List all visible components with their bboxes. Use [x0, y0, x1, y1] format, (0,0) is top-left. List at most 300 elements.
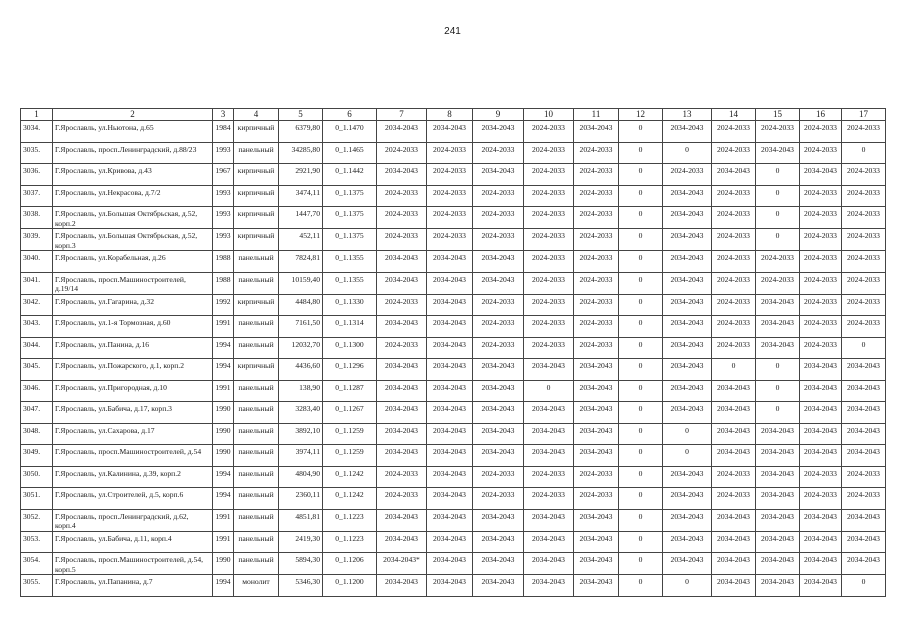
- period-col-8-cell: 2034-2043: [427, 488, 473, 510]
- period-col-14-cell: 2034-2043: [712, 575, 756, 597]
- row-number-cell: 3052.: [21, 509, 53, 531]
- year-built-cell: 1993: [213, 207, 234, 229]
- period-col-11-cell: 2034-2043: [574, 575, 619, 597]
- period-col-9-cell: 2024-2033: [473, 488, 524, 510]
- period-col-9-cell: 2024-2033: [473, 185, 524, 207]
- wall-material-cell: монолит: [234, 575, 279, 597]
- period-col-7-cell: 2024-2033: [377, 229, 427, 251]
- area-cell: 3474,11: [279, 185, 323, 207]
- period-col-14-cell: 0: [712, 359, 756, 381]
- period-col-8-cell: 2034-2043: [427, 531, 473, 553]
- table-row: [21, 445, 886, 467]
- area-cell: 1447,70: [279, 207, 323, 229]
- year-built-cell: 1993: [213, 185, 234, 207]
- period-col-13-cell: 2034-2043: [663, 121, 712, 143]
- year-built-cell: 1994: [213, 337, 234, 359]
- period-col-11-cell: 2024-2033: [574, 142, 619, 164]
- period-col-15-cell: 2034-2043: [756, 423, 800, 445]
- value-col-12-cell: 0: [619, 121, 663, 143]
- period-col-16-cell: 2024-2033: [800, 185, 842, 207]
- period-col-10-cell: 2024-2033: [524, 185, 574, 207]
- wall-material-cell: панельный: [234, 402, 279, 424]
- period-col-15-cell: 2034-2043: [756, 142, 800, 164]
- table-row: [21, 553, 886, 575]
- wall-material-cell: панельный: [234, 272, 279, 294]
- period-col-11-cell: 2024-2033: [574, 251, 619, 273]
- period-col-10-cell: 2024-2033: [524, 164, 574, 186]
- value-col-12-cell: 0: [619, 164, 663, 186]
- row-number-cell: 3050.: [21, 466, 53, 488]
- period-col-10-cell: 2024-2033: [524, 466, 574, 488]
- year-built-cell: 1992: [213, 294, 234, 316]
- period-col-16-cell: 2024-2033: [800, 316, 842, 338]
- period-col-7-cell: 2034-2043: [377, 509, 427, 531]
- period-col-7-cell: 2034-2043: [377, 531, 427, 553]
- period-col-8-cell: 2034-2043: [427, 575, 473, 597]
- period-col-8-cell: 2034-2043: [427, 294, 473, 316]
- table-row: [21, 121, 886, 143]
- period-col-17-cell: 2024-2033: [842, 488, 886, 510]
- period-col-13-cell: 2034-2043: [663, 531, 712, 553]
- period-col-16-cell: 2024-2033: [800, 207, 842, 229]
- table-row: [21, 229, 886, 251]
- period-col-15-cell: 2034-2043: [756, 294, 800, 316]
- wall-material-cell: панельный: [234, 251, 279, 273]
- period-col-17-cell: 2024-2033: [842, 294, 886, 316]
- period-col-17-cell: 2034-2043: [842, 445, 886, 467]
- building-code-cell: 0_1.1330: [323, 294, 377, 316]
- column-header: 3: [213, 109, 234, 121]
- period-col-10-cell: 2034-2043: [524, 553, 574, 575]
- period-col-8-cell: 2024-2033: [427, 164, 473, 186]
- period-col-15-cell: 2034-2043: [756, 316, 800, 338]
- address-cell: Г.Ярославль, ул.Калинина, д.39, корп.2: [53, 466, 213, 488]
- period-col-10-cell: 2034-2043: [524, 575, 574, 597]
- period-col-14-cell: 2034-2043: [712, 423, 756, 445]
- area-cell: 4804,90: [279, 466, 323, 488]
- period-col-16-cell: 2034-2043: [800, 575, 842, 597]
- period-col-16-cell: 2034-2043: [800, 380, 842, 402]
- building-code-cell: 0_1.1355: [323, 251, 377, 273]
- address-cell: Г.Ярославль, ул.Бабича, д.11, корп.4: [53, 531, 213, 553]
- address-cell: Г.Ярославль, ул.Кривова, д.43: [53, 164, 213, 186]
- building-code-cell: 0_1.1259: [323, 445, 377, 467]
- column-header: 9: [473, 109, 524, 121]
- period-col-14-cell: 2034-2043: [712, 531, 756, 553]
- period-col-17-cell: 2024-2033: [842, 229, 886, 251]
- period-col-13-cell: 0: [663, 575, 712, 597]
- period-col-17-cell: 2034-2043: [842, 380, 886, 402]
- period-col-13-cell: 0: [663, 423, 712, 445]
- table-row: [21, 164, 886, 186]
- address-cell: Г.Ярославль, ул.Некрасова, д.7/2: [53, 185, 213, 207]
- building-code-cell: 0_1.1200: [323, 575, 377, 597]
- period-col-9-cell: 2024-2033: [473, 466, 524, 488]
- period-col-13-cell: 0: [663, 445, 712, 467]
- period-col-14-cell: 2024-2033: [712, 316, 756, 338]
- period-col-8-cell: 2024-2033: [427, 229, 473, 251]
- column-header: 10: [524, 109, 574, 121]
- row-number-cell: 3045.: [21, 359, 53, 381]
- value-col-12-cell: 0: [619, 294, 663, 316]
- building-code-cell: 0_1.1206: [323, 553, 377, 575]
- wall-material-cell: кирпичный: [234, 294, 279, 316]
- column-header: 14: [712, 109, 756, 121]
- period-col-15-cell: 2034-2043: [756, 509, 800, 531]
- row-number-cell: 3040.: [21, 251, 53, 273]
- area-cell: 12032,70: [279, 337, 323, 359]
- area-cell: 3892,10: [279, 423, 323, 445]
- building-code-cell: 0_1.1223: [323, 531, 377, 553]
- area-cell: 7161,50: [279, 316, 323, 338]
- year-built-cell: 1967: [213, 164, 234, 186]
- address-cell: Г.Ярославль, ул.Папанина, д.7: [53, 575, 213, 597]
- address-cell: Г.Ярославль, ул.Корабельная, д.26: [53, 251, 213, 273]
- period-col-9-cell: 2024-2033: [473, 337, 524, 359]
- period-col-16-cell: 2034-2043: [800, 164, 842, 186]
- area-cell: 6379,80: [279, 121, 323, 143]
- period-col-13-cell: 2034-2043: [663, 185, 712, 207]
- table-row: [21, 509, 886, 531]
- address-cell: Г.Ярославль, просп.Машиностроителей, д.54: [53, 445, 213, 467]
- period-col-14-cell: 2024-2033: [712, 207, 756, 229]
- period-col-9-cell: 2024-2033: [473, 294, 524, 316]
- area-cell: 4851,81: [279, 509, 323, 531]
- row-number-cell: 3044.: [21, 337, 53, 359]
- value-col-12-cell: 0: [619, 272, 663, 294]
- period-col-7-cell: 2034-2043: [377, 359, 427, 381]
- period-col-10-cell: 2034-2043: [524, 359, 574, 381]
- period-col-16-cell: 2024-2033: [800, 294, 842, 316]
- period-col-16-cell: 2034-2043: [800, 531, 842, 553]
- row-number-cell: 3041.: [21, 272, 53, 294]
- period-col-10-cell: 2034-2043: [524, 445, 574, 467]
- period-col-14-cell: 2024-2033: [712, 488, 756, 510]
- page-number: 241: [444, 26, 461, 37]
- period-col-16-cell: 2034-2043: [800, 445, 842, 467]
- wall-material-cell: панельный: [234, 488, 279, 510]
- period-col-7-cell: 2024-2033: [377, 294, 427, 316]
- building-code-cell: 0_1.1267: [323, 402, 377, 424]
- period-col-8-cell: 2034-2043: [427, 337, 473, 359]
- period-col-8-cell: 2034-2043: [427, 380, 473, 402]
- period-col-17-cell: 2024-2033: [842, 164, 886, 186]
- period-col-7-cell: 2034-2043: [377, 575, 427, 597]
- value-col-12-cell: 0: [619, 423, 663, 445]
- period-col-8-cell: 2034-2043: [427, 509, 473, 531]
- period-col-8-cell: 2034-2043: [427, 121, 473, 143]
- year-built-cell: 1990: [213, 423, 234, 445]
- building-code-cell: 0_1.1314: [323, 316, 377, 338]
- period-col-9-cell: 2024-2033: [473, 229, 524, 251]
- wall-material-cell: кирпичный: [234, 164, 279, 186]
- period-col-8-cell: 2024-2033: [427, 207, 473, 229]
- period-col-13-cell: 2024-2033: [663, 164, 712, 186]
- row-number-cell: 3053.: [21, 531, 53, 553]
- period-col-10-cell: 2034-2043: [524, 402, 574, 424]
- period-col-10-cell: 2024-2033: [524, 207, 574, 229]
- period-col-9-cell: 2034-2043: [473, 575, 524, 597]
- period-col-14-cell: 2024-2033: [712, 121, 756, 143]
- year-built-cell: 1990: [213, 553, 234, 575]
- period-col-17-cell: 2024-2033: [842, 185, 886, 207]
- period-col-16-cell: 2034-2043: [800, 359, 842, 381]
- row-number-cell: 3048.: [21, 423, 53, 445]
- housing-schedule-table: [20, 108, 886, 597]
- column-header: 12: [619, 109, 663, 121]
- building-code-cell: 0_1.1296: [323, 359, 377, 381]
- period-col-17-cell: 2024-2033: [842, 207, 886, 229]
- period-col-16-cell: 2024-2033: [800, 121, 842, 143]
- period-col-11-cell: 2034-2043: [574, 380, 619, 402]
- row-number-cell: 3037.: [21, 185, 53, 207]
- area-cell: 34285,80: [279, 142, 323, 164]
- period-col-10-cell: 2024-2033: [524, 316, 574, 338]
- period-col-9-cell: 2034-2043: [473, 445, 524, 467]
- period-col-7-cell: 2034-2043: [377, 423, 427, 445]
- wall-material-cell: кирпичный: [234, 185, 279, 207]
- period-col-9-cell: 2024-2033: [473, 316, 524, 338]
- value-col-12-cell: 0: [619, 185, 663, 207]
- period-col-9-cell: 2034-2043: [473, 423, 524, 445]
- year-built-cell: 1994: [213, 575, 234, 597]
- period-col-14-cell: 2024-2033: [712, 294, 756, 316]
- value-col-12-cell: 0: [619, 337, 663, 359]
- table-row: [21, 575, 886, 597]
- year-built-cell: 1994: [213, 488, 234, 510]
- address-cell: Г.Ярославль, ул.Большая Октябрьская, д.52, корп.2: [53, 207, 213, 229]
- value-col-12-cell: 0: [619, 316, 663, 338]
- building-code-cell: 0_1.1465: [323, 142, 377, 164]
- period-col-17-cell: 2034-2043: [842, 402, 886, 424]
- period-col-14-cell: 2034-2043: [712, 445, 756, 467]
- period-col-7-cell: 2024-2033: [377, 466, 427, 488]
- value-col-12-cell: 0: [619, 251, 663, 273]
- row-number-cell: 3051.: [21, 488, 53, 510]
- period-col-9-cell: 2034-2043: [473, 402, 524, 424]
- period-col-16-cell: 2034-2043: [800, 509, 842, 531]
- row-number-cell: 3036.: [21, 164, 53, 186]
- column-header: 15: [756, 109, 800, 121]
- column-header: 1: [21, 109, 53, 121]
- building-code-cell: 0_1.1223: [323, 509, 377, 531]
- building-code-cell: 0_1.1375: [323, 185, 377, 207]
- period-col-13-cell: 2034-2043: [663, 553, 712, 575]
- wall-material-cell: панельный: [234, 337, 279, 359]
- period-col-8-cell: 2034-2043: [427, 423, 473, 445]
- period-col-11-cell: 2024-2033: [574, 207, 619, 229]
- period-col-15-cell: 0: [756, 380, 800, 402]
- period-col-10-cell: 2024-2033: [524, 272, 574, 294]
- period-col-7-cell: 2024-2033: [377, 207, 427, 229]
- period-col-9-cell: 2034-2043: [473, 509, 524, 531]
- year-built-cell: 1991: [213, 316, 234, 338]
- period-col-14-cell: 2034-2043: [712, 509, 756, 531]
- period-col-13-cell: 2034-2043: [663, 359, 712, 381]
- period-col-9-cell: 2034-2043: [473, 380, 524, 402]
- period-col-15-cell: 0: [756, 402, 800, 424]
- period-col-16-cell: 2034-2043: [800, 423, 842, 445]
- area-cell: 2419,30: [279, 531, 323, 553]
- wall-material-cell: кирпичный: [234, 121, 279, 143]
- year-built-cell: 1993: [213, 142, 234, 164]
- area-cell: 4484,80: [279, 294, 323, 316]
- period-col-16-cell: 2034-2043: [800, 402, 842, 424]
- year-built-cell: 1990: [213, 445, 234, 467]
- row-number-cell: 3055.: [21, 575, 53, 597]
- period-col-11-cell: 2024-2033: [574, 272, 619, 294]
- period-col-16-cell: 2024-2033: [800, 251, 842, 273]
- period-col-14-cell: 2034-2043: [712, 164, 756, 186]
- column-header: 13: [663, 109, 712, 121]
- wall-material-cell: кирпичный: [234, 229, 279, 251]
- period-col-14-cell: 2034-2043: [712, 553, 756, 575]
- column-header: 11: [574, 109, 619, 121]
- table-row: [21, 380, 886, 402]
- period-col-8-cell: 2034-2043: [427, 553, 473, 575]
- period-col-14-cell: 2024-2033: [712, 185, 756, 207]
- period-col-10-cell: 2034-2043: [524, 423, 574, 445]
- period-col-10-cell: 2034-2043: [524, 531, 574, 553]
- period-col-17-cell: 0: [842, 337, 886, 359]
- year-built-cell: 1990: [213, 402, 234, 424]
- building-code-cell: 0_1.1375: [323, 207, 377, 229]
- area-cell: 3974,11: [279, 445, 323, 467]
- period-col-9-cell: 2034-2043: [473, 251, 524, 273]
- period-col-15-cell: 2034-2043: [756, 466, 800, 488]
- period-col-10-cell: 2024-2033: [524, 142, 574, 164]
- period-col-16-cell: 2024-2033: [800, 229, 842, 251]
- period-col-17-cell: 2034-2043: [842, 359, 886, 381]
- row-number-cell: 3038.: [21, 207, 53, 229]
- value-col-12-cell: 0: [619, 553, 663, 575]
- period-col-8-cell: 2034-2043: [427, 272, 473, 294]
- period-col-10-cell: 2024-2033: [524, 229, 574, 251]
- period-col-11-cell: 2024-2033: [574, 164, 619, 186]
- period-col-7-cell: 2034-2043*: [377, 553, 427, 575]
- row-number-cell: 3054.: [21, 553, 53, 575]
- wall-material-cell: панельный: [234, 445, 279, 467]
- period-col-15-cell: 2034-2043: [756, 531, 800, 553]
- period-col-14-cell: 2024-2033: [712, 142, 756, 164]
- period-col-13-cell: 2034-2043: [663, 207, 712, 229]
- period-col-9-cell: 2024-2033: [473, 142, 524, 164]
- period-col-11-cell: 2024-2033: [574, 466, 619, 488]
- period-col-11-cell: 2034-2043: [574, 509, 619, 531]
- year-built-cell: 1984: [213, 121, 234, 143]
- value-col-12-cell: 0: [619, 575, 663, 597]
- period-col-7-cell: 2034-2043: [377, 316, 427, 338]
- area-cell: 10159,40: [279, 272, 323, 294]
- building-code-cell: 0_1.1242: [323, 466, 377, 488]
- period-col-17-cell: 0: [842, 575, 886, 597]
- period-col-7-cell: 2034-2043: [377, 380, 427, 402]
- column-header: 2: [53, 109, 213, 121]
- period-col-7-cell: 2034-2043: [377, 164, 427, 186]
- address-cell: Г.Ярославль, ул.Строителей, д.5, корп.6: [53, 488, 213, 510]
- column-header: 5: [279, 109, 323, 121]
- period-col-8-cell: 2034-2043: [427, 316, 473, 338]
- period-col-15-cell: 0: [756, 229, 800, 251]
- table-row: [21, 402, 886, 424]
- period-col-14-cell: 2024-2033: [712, 251, 756, 273]
- building-code-cell: 0_1.1287: [323, 380, 377, 402]
- row-number-cell: 3043.: [21, 316, 53, 338]
- area-cell: 452,11: [279, 229, 323, 251]
- row-number-cell: 3035.: [21, 142, 53, 164]
- row-number-cell: 3047.: [21, 402, 53, 424]
- period-col-10-cell: 0: [524, 380, 574, 402]
- wall-material-cell: панельный: [234, 380, 279, 402]
- wall-material-cell: панельный: [234, 466, 279, 488]
- building-code-cell: 0_1.1300: [323, 337, 377, 359]
- period-col-7-cell: 2034-2043: [377, 251, 427, 273]
- period-col-15-cell: 2024-2033: [756, 251, 800, 273]
- address-cell: Г.Ярославль, ул.Гагарина, д.32: [53, 294, 213, 316]
- row-number-cell: 3039.: [21, 229, 53, 251]
- value-col-12-cell: 0: [619, 531, 663, 553]
- period-col-14-cell: 2034-2043: [712, 380, 756, 402]
- period-col-9-cell: 2034-2043: [473, 272, 524, 294]
- year-built-cell: 1994: [213, 466, 234, 488]
- period-col-14-cell: 2034-2043: [712, 402, 756, 424]
- period-col-13-cell: 2034-2043: [663, 466, 712, 488]
- address-cell: Г.Ярославль, ул.Пригородная, д.10: [53, 380, 213, 402]
- table-row: [21, 142, 886, 164]
- period-col-15-cell: 0: [756, 359, 800, 381]
- value-col-12-cell: 0: [619, 509, 663, 531]
- table-row: [21, 251, 886, 273]
- period-col-11-cell: 2024-2033: [574, 316, 619, 338]
- period-col-13-cell: 2034-2043: [663, 294, 712, 316]
- wall-material-cell: панельный: [234, 531, 279, 553]
- table-row: [21, 272, 886, 294]
- period-col-7-cell: 2034-2043: [377, 121, 427, 143]
- area-cell: 5346,30: [279, 575, 323, 597]
- address-cell: Г.Ярославль, ул.Пожарского, д.1, корп.2: [53, 359, 213, 381]
- period-col-13-cell: 2034-2043: [663, 229, 712, 251]
- year-built-cell: 1988: [213, 251, 234, 273]
- table-row: [21, 294, 886, 316]
- period-col-15-cell: 0: [756, 185, 800, 207]
- column-header: 4: [234, 109, 279, 121]
- table-row: [21, 531, 886, 553]
- period-col-15-cell: 2034-2043: [756, 445, 800, 467]
- table-row: [21, 207, 886, 229]
- period-col-13-cell: 2034-2043: [663, 251, 712, 273]
- period-col-11-cell: 2024-2033: [574, 185, 619, 207]
- column-header: 6: [323, 109, 377, 121]
- period-col-13-cell: 2034-2043: [663, 402, 712, 424]
- area-cell: 2921,90: [279, 164, 323, 186]
- table-row: [21, 359, 886, 381]
- table-row: [21, 488, 886, 510]
- wall-material-cell: кирпичный: [234, 359, 279, 381]
- period-col-14-cell: 2024-2033: [712, 272, 756, 294]
- period-col-8-cell: 2034-2043: [427, 466, 473, 488]
- year-built-cell: 1991: [213, 509, 234, 531]
- value-col-12-cell: 0: [619, 488, 663, 510]
- period-col-17-cell: 2024-2033: [842, 121, 886, 143]
- address-cell: Г.Ярославль, ул.Панина, д.16: [53, 337, 213, 359]
- address-cell: Г.Ярославль, просп.Машиностроителей, д.19/14: [53, 272, 213, 294]
- period-col-11-cell: 2024-2033: [574, 488, 619, 510]
- value-col-12-cell: 0: [619, 466, 663, 488]
- period-col-9-cell: 2034-2043: [473, 531, 524, 553]
- area-cell: 5894,30: [279, 553, 323, 575]
- period-col-15-cell: 2034-2043: [756, 553, 800, 575]
- value-col-12-cell: 0: [619, 207, 663, 229]
